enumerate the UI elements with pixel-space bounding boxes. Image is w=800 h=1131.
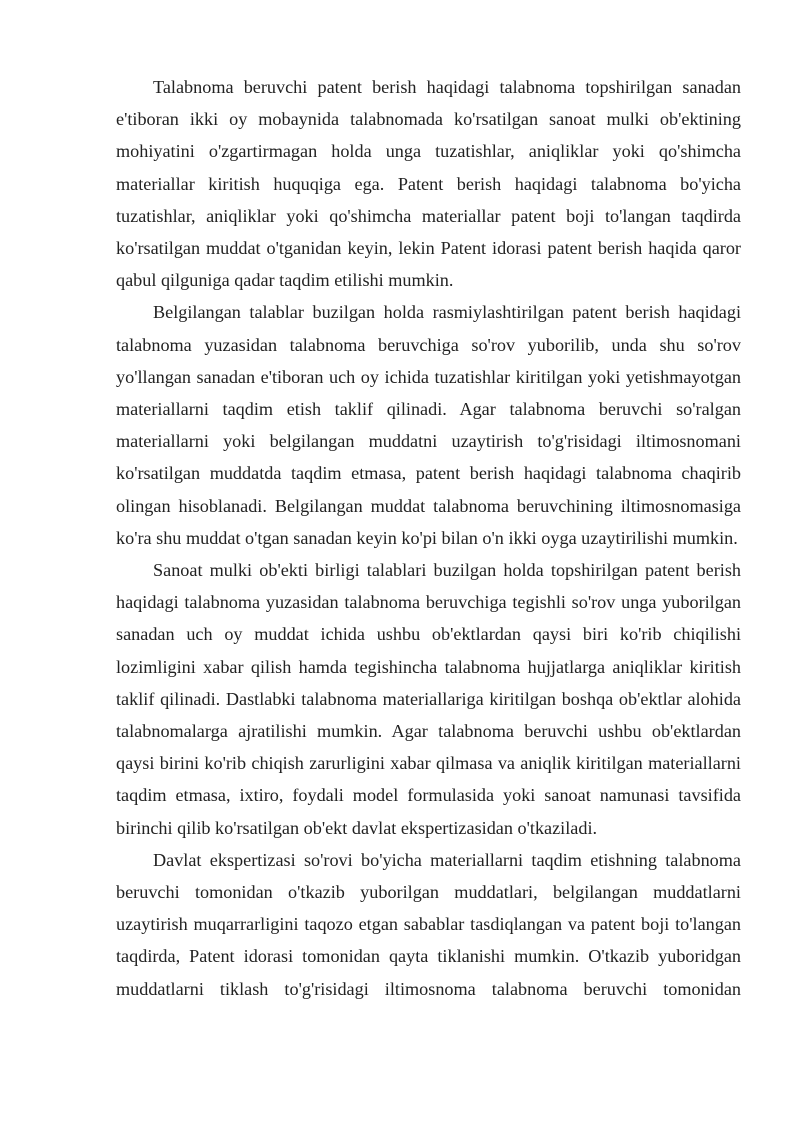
- document-body: [116, 71, 741, 1005]
- paragraph-1: Talabnoma beruvchi patent berish haqidagi talabnoma topshirilgan sanadan e'tiboran ikki oy mobaynida talabnomada ko'rsatilgan sanoat mulki ob'ektining mohiyatini o'zgartirmagan holda unga tuzatishlar, aniqliklar yoki qo'shimcha materiallar kiritish huquqiga ega. Patent berish haqidagi talabnoma bo'yicha tuzatishlar, aniqliklar yoki qo'shimcha materiallar patent boji to'langan taqdirda ko'rsatilgan muddat o'tganidan keyin, lekin Patent idorasi patent berish haqida qaror qabul qilguniga qadar taqdim etilishi mumkin.: [116, 77, 741, 291]
- paragraph-3: Sanoat mulki ob'ekti birligi talablari buzilgan holda topshirilgan patent berish haqidagi talabnoma yuzasidan talabnoma beruvchiga tegishli so'rov unga yuborilgan sanadan uch oy muddat ichida ushbu ob'ektlardan qaysi biri ko'rib chiqilishi lozimligini xabar qilish hamda tegishincha talabnoma hujjatlarga aniqliklar kiritish taklif qilinadi. Dastlabki talabnoma materiallariga kiritilgan boshqa ob'ektlar alohida talabnomalarga ajratilishi mumkin. Agar talabnoma beruvchi ushbu ob'ektlardan qaysi birini ko'rib chiqish zarurligini xabar qilmasa va aniqlik kiritilgan materiallarni taqdim etmasa, ixtiro, foydali model formulasida yoki sanoat namunasi tavsifida birinchi qilib ko'rsatilgan ob'ekt davlat ekspertizasidan o'tkaziladi.: [116, 560, 741, 838]
- paragraph-4: Davlat ekspertizasi so'rovi bo'yicha materiallarni taqdim etishning talabnoma beruvchi tomonidan o'tkazib yuborilgan muddatlari, belgilangan muddatlarni uzaytirish muqarrarligini taqozo etgan sabablar tasdiqlangan va patent boji to'langan taqdirda, Patent idorasi tomonidan qayta tiklanishi mumkin. O'tkazib yuboridgan muddatlarni tiklash to'g'risidagi iltimosnoma talabnoma beruvchi tomonidan: [116, 849, 741, 999]
- paragraph-2: Belgilangan talablar buzilgan holda rasmiylashtirilgan patent berish haqidagi talabnoma yuzasidan talabnoma beruvchiga so'rov yuborilib, unda shu so'rov yo'llangan sanadan e'tiboran uch oy ichida tuzatishlar kiritilgan yoki yetishmayotgan materiallarni taqdim etish taklif qilinadi. Agar talabnoma beruvchi so'ralgan materiallarni yoki belgilangan muddatni uzaytirish to'g'risidagi iltimosnomani ko'rsatilgan muddatda taqdim etmasa, patent berish haqidagi talabnoma chaqirib olingan hisoblanadi. Belgilangan muddat talabnoma beruvchining iltimosnomasiga ko'ra shu muddat o'tgan sanadan keyin ko'pi bilan o'n ikki oyga uzaytirilishi mumkin.: [116, 302, 741, 548]
